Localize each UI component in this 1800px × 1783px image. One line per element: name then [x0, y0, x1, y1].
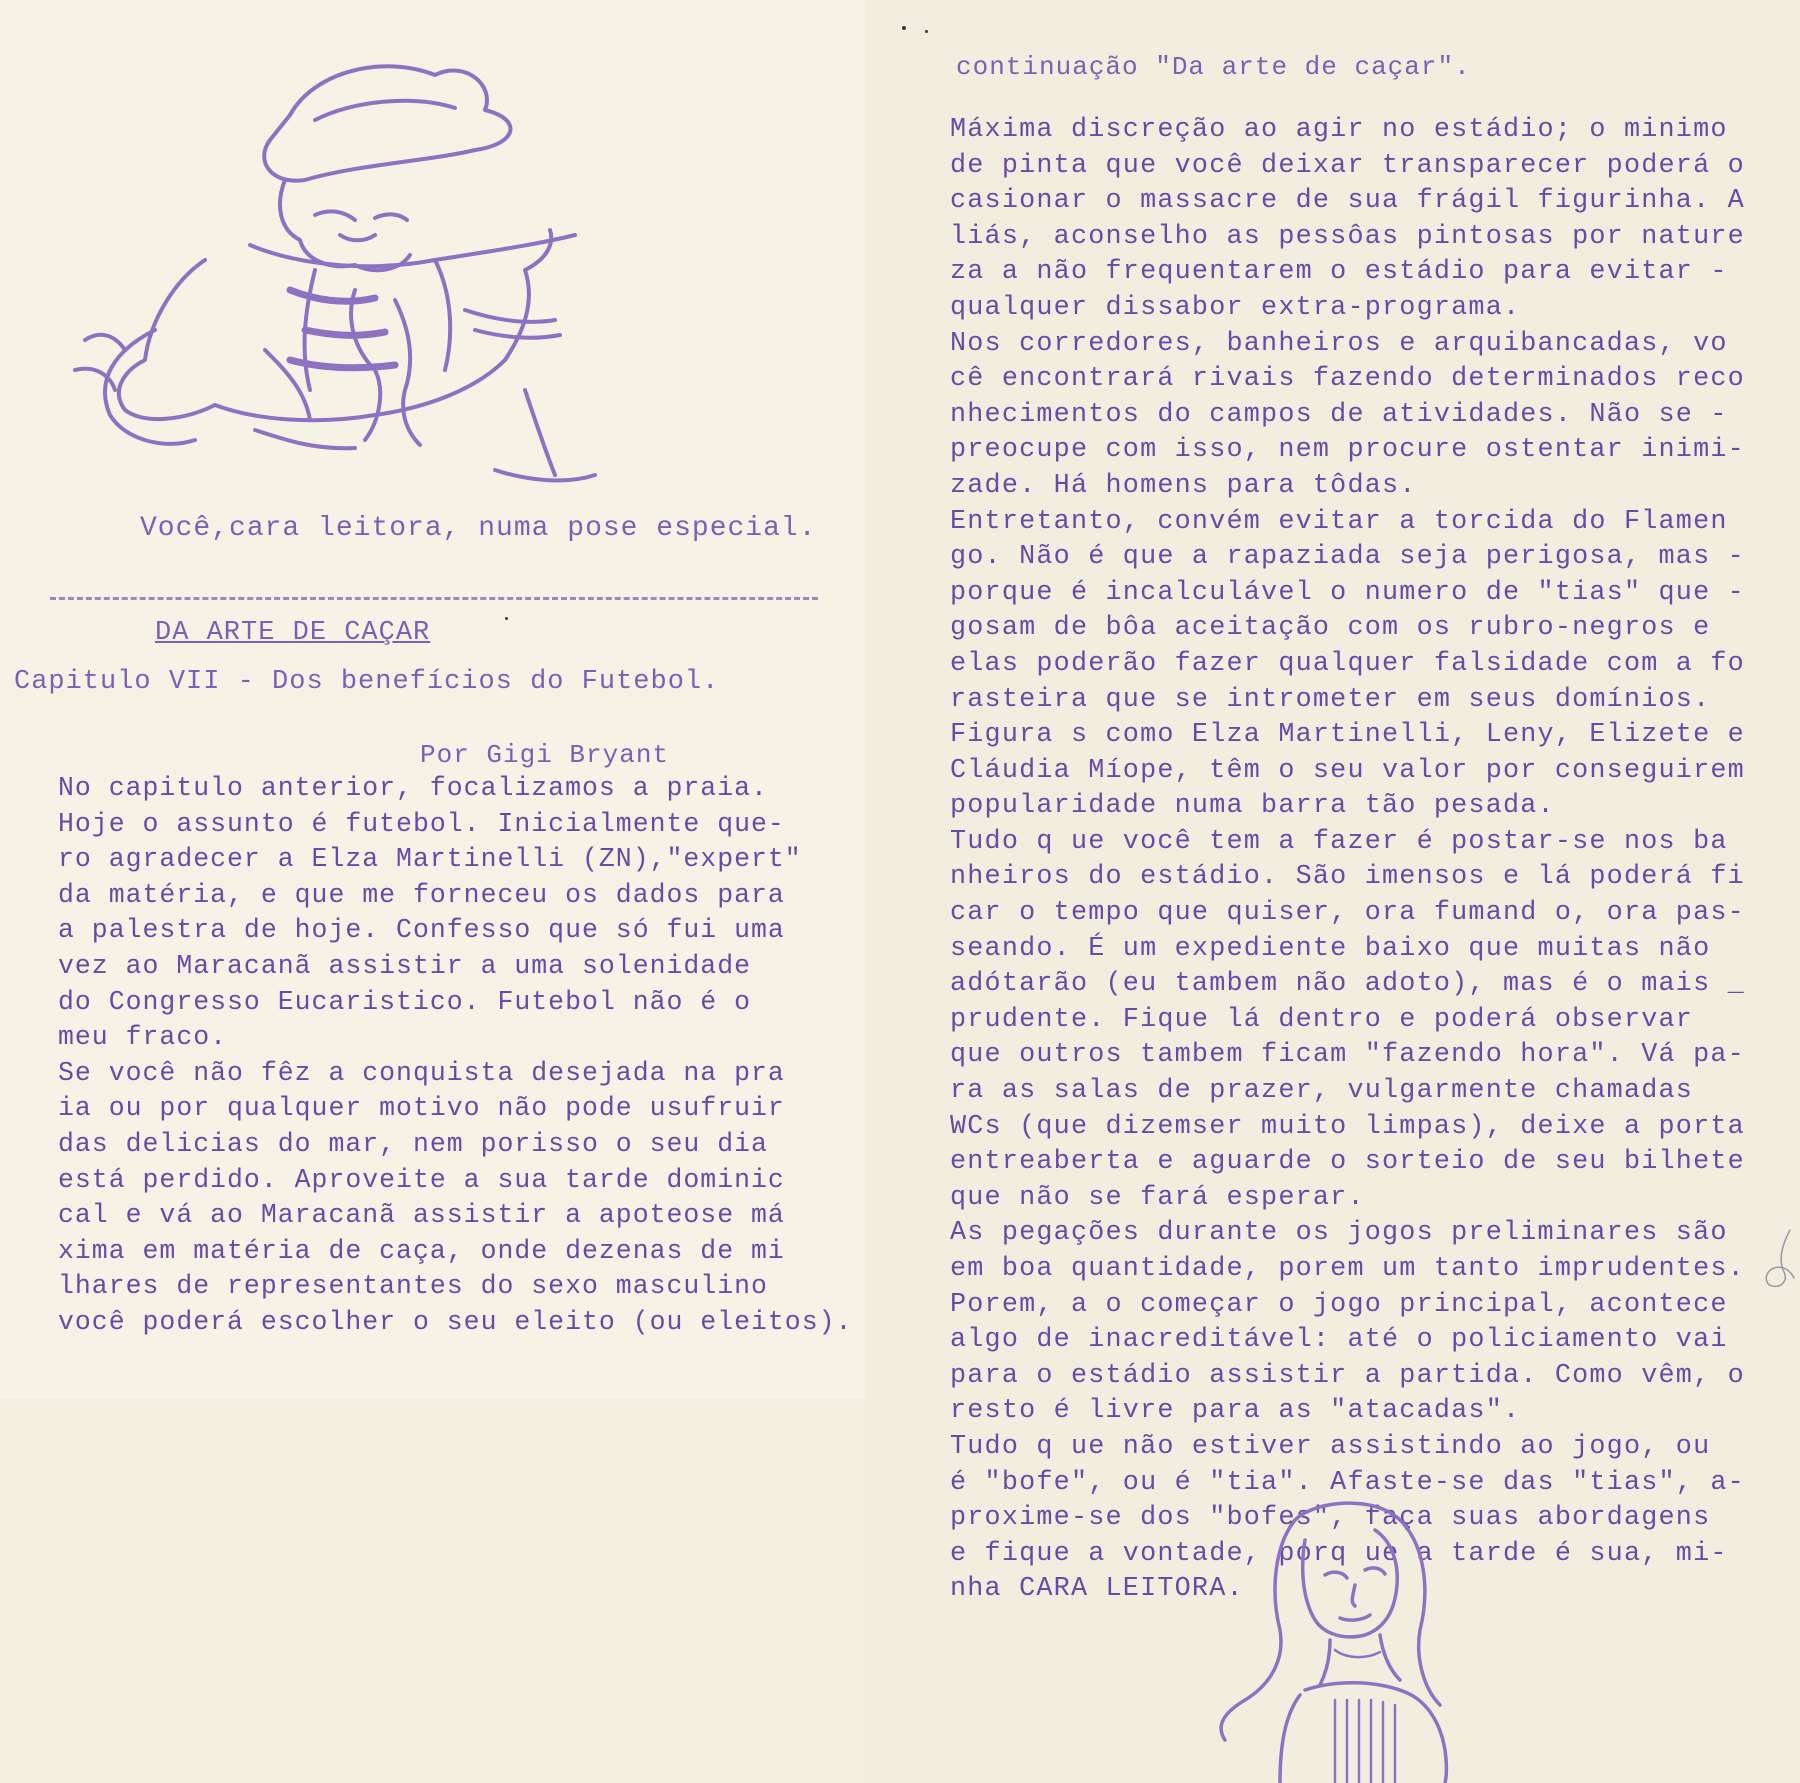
text-line: das delicias do mar, nem porisso o seu dia — [58, 1128, 768, 1159]
woman-portrait-illustration — [1185, 1500, 1485, 1783]
text-line: go. Não é que a rapaziada seja perigosa, mas - — [950, 542, 1745, 573]
text-line: elas poderão fazer qualquer falsidade com a fo — [950, 648, 1745, 679]
byline: Por Gigi Bryant — [420, 740, 670, 770]
text-line: ra as salas de prazer, vulgarmente chamadas — [950, 1076, 1694, 1107]
text-line: você poderá escolher o seu eleito (ou eleitos). — [58, 1306, 853, 1337]
right-article-body — [950, 113, 1790, 1608]
text-line: proxime-se dos "bofes", faça suas abordagens — [950, 1503, 1711, 1534]
text-line: car o tempo que quiser, ora fumand o, ora pas- — [950, 898, 1745, 929]
text-line: vez ao Maracanã assistir a uma solenidade — [58, 950, 752, 981]
illustration-caption: Você,cara leitora, numa pose especial. — [140, 513, 817, 544]
text-line: nha CARA LEITORA. — [950, 1574, 1244, 1605]
cowboy-figure-illustration — [55, 30, 755, 520]
text-line: rasteira que se intrometer em seus domínios. — [950, 684, 1711, 715]
text-line: popularidade numa barra tão pesada. — [950, 791, 1555, 822]
text-line: porque é incalculável o numero de "tias" que - — [950, 577, 1745, 608]
text-line: za a não frequentarem o estádio para evitar - — [950, 257, 1728, 288]
ink-speck — [505, 617, 508, 620]
text-line: algo de inacreditável: até o policiamento vai — [950, 1325, 1728, 1356]
text-line: ia ou por qualquer motivo não pode usufruir — [58, 1093, 785, 1124]
text-line: que outros tambem ficam "fazendo hora". Vá pa- — [950, 1040, 1745, 1071]
text-line: Porem, a o começar o jogo principal, acontece — [950, 1289, 1728, 1320]
text-line: Entretanto, convém evitar a torcida do Flamen — [950, 506, 1728, 537]
text-line: adótarão (eu tambem não adoto), mas é o mais _ — [950, 969, 1745, 1000]
text-line: liás, aconselho as pessôas pintosas por nature — [950, 221, 1745, 252]
text-line: está perdido. Aproveite a sua tarde dominic — [58, 1164, 785, 1195]
text-line: da matéria, e que me forneceu os dados para — [58, 879, 785, 910]
text-line: lhares de representantes do sexo masculino — [58, 1271, 768, 1302]
text-line: qualquer dissabor extra-programa. — [950, 292, 1521, 323]
text-line: a palestra de hoje. Confesso que só fui uma — [58, 915, 785, 946]
text-line: de pinta que você deixar transparecer poderá o — [950, 150, 1745, 181]
text-line: para o estádio assistir a partida. Como vêm, o — [950, 1360, 1745, 1391]
text-line: No capitulo anterior, focalizamos a praia. — [58, 773, 768, 803]
text-line: e fique a vontade, porq ue a tarde é sua, mi- — [950, 1538, 1728, 1569]
text-line: Máxima discreção ao agir no estádio; o minimo — [950, 115, 1728, 145]
text-line: entreaberta e aguarde o sorteio de seu bilhete — [950, 1147, 1745, 1178]
text-line: meu fraco. — [58, 1022, 228, 1053]
text-line: As pegações durante os jogos preliminares são — [950, 1218, 1728, 1249]
ink-speck — [925, 30, 928, 33]
text-line: resto é livre para as "atacadas". — [950, 1396, 1521, 1427]
text-line: que não se fará esperar. — [950, 1182, 1365, 1213]
text-line: seando. É um expediente baixo que muitas não — [950, 933, 1711, 964]
handwritten-margin-mark — [1760, 1220, 1800, 1300]
text-line: gosam de bôa aceitação com os rubro-negros e — [950, 613, 1711, 644]
text-line: cê encontrará rivais fazendo determinados reco — [950, 364, 1745, 395]
continuation-heading: continuação "Da arte de caçar". — [956, 52, 1471, 82]
text-line: Hoje o assunto é futebol. Inicialmente que- — [58, 808, 785, 839]
text-line: do Congresso Eucaristico. Futebol não é o — [58, 986, 752, 1017]
text-line: zade. Há homens para tôdas. — [950, 470, 1417, 501]
ink-speck — [902, 26, 906, 30]
text-line: WCs (que dizemser muito limpas), deixe a porta — [950, 1111, 1745, 1142]
text-line: Se você não fêz a conquista desejada na pra — [58, 1057, 785, 1088]
text-line: cal e vá ao Maracanã assistir a apoteose má — [58, 1200, 785, 1231]
text-line: preocupe com isso, nem procure ostentar inimi- — [950, 435, 1745, 466]
text-line: Cláudia Míope, têm o seu valor por conseguirem — [950, 755, 1745, 786]
text-line: Nos corredores, banheiros e arquibancadas, vo — [950, 328, 1728, 359]
text-line: ro agradecer a Elza Martinelli (ZN),"expert" — [58, 844, 802, 875]
text-line: Tudo q ue você tem a fazer é postar-se nos ba — [950, 826, 1728, 857]
text-line: nheiros do estádio. São imensos e lá poderá fi — [950, 862, 1745, 893]
left-article-body — [58, 771, 858, 1341]
text-line: xima em matéria de caça, onde dezenas de mi — [58, 1235, 785, 1266]
text-line: nhecimentos do campos de atividades. Não se - — [950, 399, 1728, 430]
text-line: Figura s como Elza Martinelli, Leny, Elizete e — [950, 720, 1745, 751]
text-line: é "bofe", ou é "tia". Afaste-se das "tias", a- — [950, 1467, 1745, 1498]
chapter-heading: Capitulo VII - Dos benefícios do Futebol. — [14, 667, 720, 697]
divider-rule — [50, 597, 818, 600]
text-line: casionar o massacre de sua frágil figurinha. A — [950, 186, 1745, 217]
section-title: DA ARTE DE CAÇAR — [155, 618, 431, 648]
text-line: Tudo q ue não estiver assistindo ao jogo, ou — [950, 1431, 1711, 1462]
text-line: em boa quantidade, porem um tanto imprudentes. — [950, 1254, 1745, 1284]
text-line: prudente. Fique lá dentro e poderá observar — [950, 1004, 1694, 1035]
